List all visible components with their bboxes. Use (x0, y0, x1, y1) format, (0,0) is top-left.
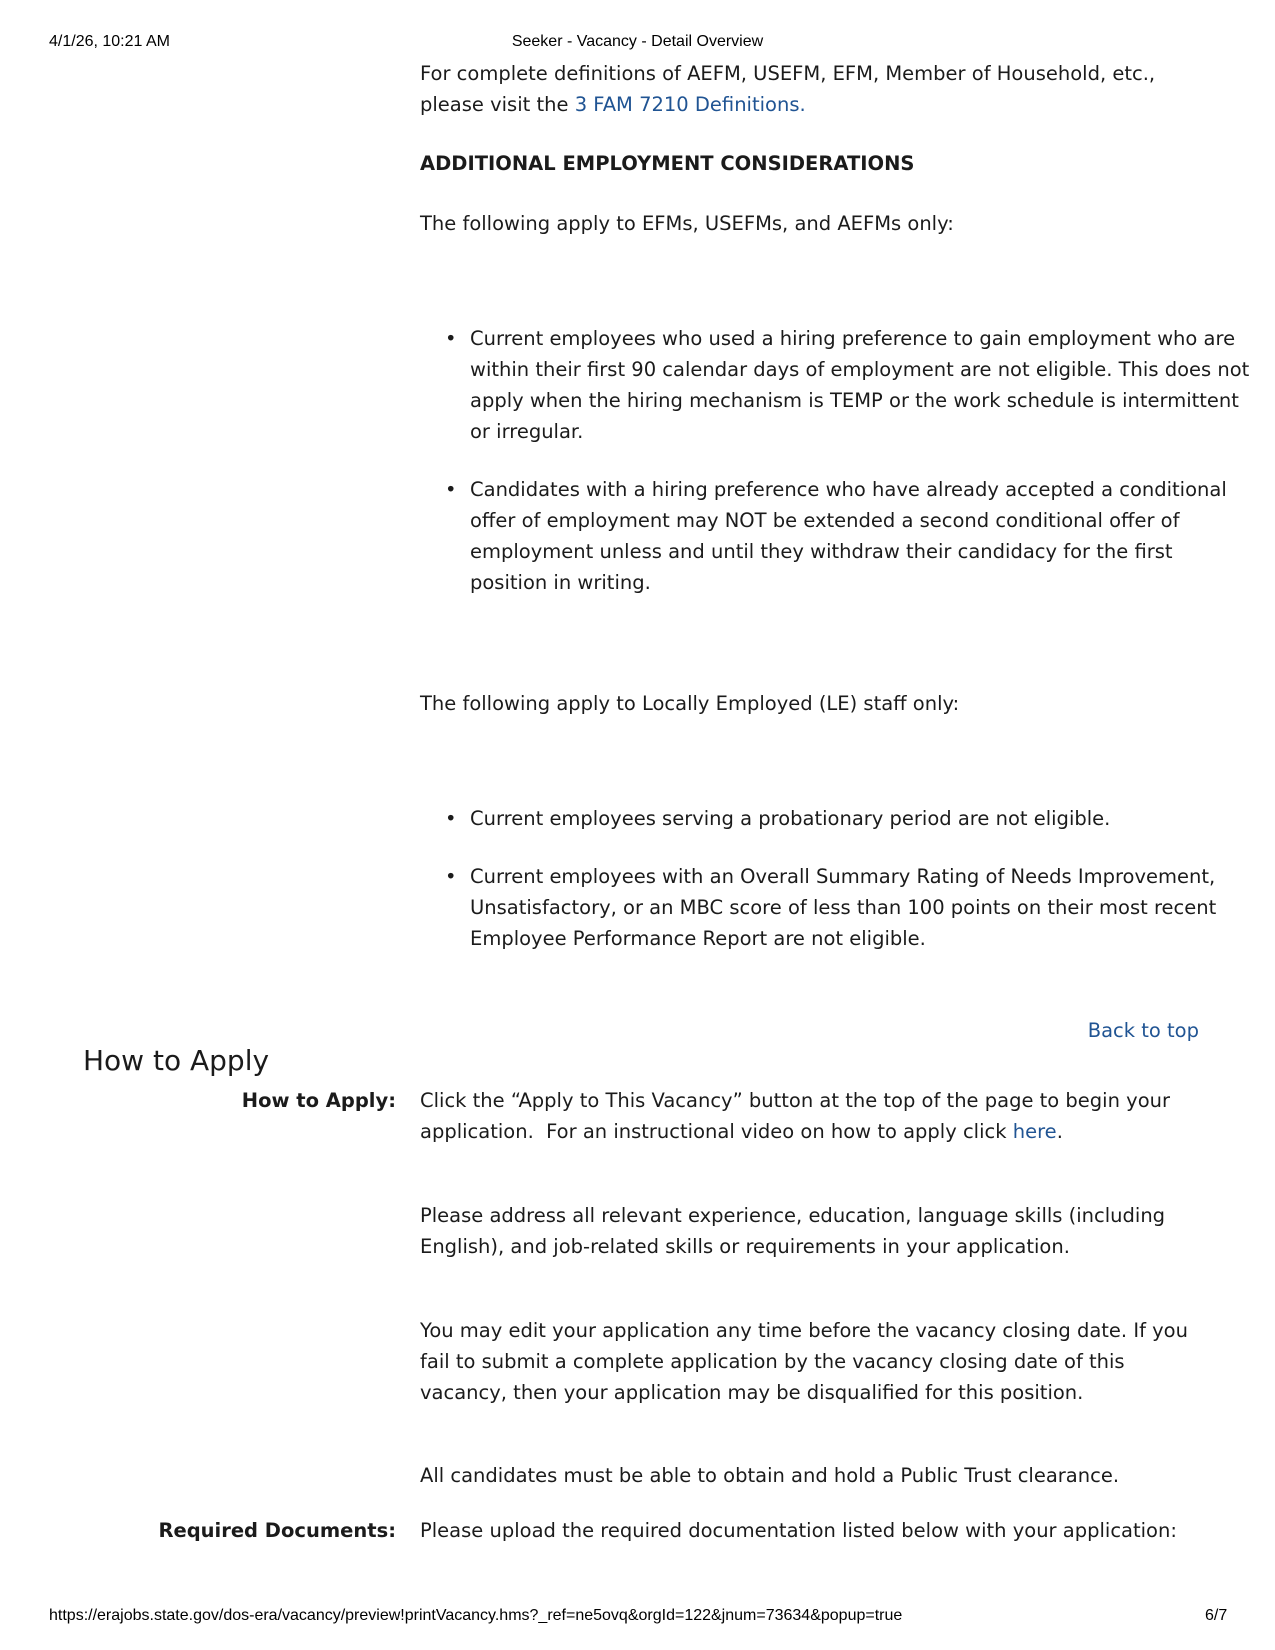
how-to-apply-section-title: How to Apply (83, 1044, 270, 1077)
print-title: Seeker - Vacancy - Detail Overview (511, 33, 764, 50)
definitions-text: For complete definitions of AEFM, USEFM, EFM, Member of Household, etc., please visit the (420, 62, 1156, 116)
print-url: https://erajobs.state.gov/dos-era/vacancy/preview!printVacancy.hms?_ref=ne5ovq&orgId=122&jnum=73634&popup=true (49, 1607, 903, 1624)
efm-bullet-list (420, 323, 1250, 598)
additional-considerations-heading: ADDITIONAL EMPLOYMENT CONSIDERATIONS (420, 152, 915, 175)
how-to-apply-label: How to Apply: (241, 1089, 396, 1112)
instructional-video-link[interactable]: here (1012, 1120, 1057, 1143)
how-to-apply-para2: Please address all relevant experience, education, language skills (including English), and job-related skills or requirements in your application. (420, 1204, 1166, 1258)
list-item: • Current employees with an Overall Summary Rating of Needs Improvement, Unsatisfactory, or an MBC score of less than 100 points on their most recent Employee Performance Report are not eligible. (470, 861, 1250, 954)
print-datetime: 4/1/26, 10:21 AM (49, 33, 170, 50)
required-documents-text: Please upload the required documentation listed below with your application: (420, 1519, 1177, 1542)
list-item: • Current employees who used a hiring preference to gain employment who are within their first 90 calendar days of employment are not eligible. This does not apply when the hiring mechanism is TEMP or the work schedule is intermittent or irregular. (470, 323, 1250, 447)
list-item: • Current employees serving a probationary period are not eligible. (470, 803, 1250, 834)
efm-intro: The following apply to EFMs, USEFMs, and AEFMs only: (420, 212, 954, 235)
le-intro: The following apply to Locally Employed (LE) staff only: (420, 692, 960, 715)
fam-definitions-link[interactable]: 3 FAM 7210 Definitions. (574, 93, 806, 116)
required-documents-label: Required Documents: (158, 1519, 396, 1542)
le-bullet-list (420, 803, 1250, 954)
page-number: 6/7 (1205, 1607, 1228, 1624)
period: . (1056, 1120, 1063, 1143)
back-to-top-link[interactable]: Back to top (1087, 1019, 1199, 1042)
how-to-apply-para1 (420, 1085, 1200, 1147)
definitions-paragraph (420, 58, 1200, 120)
list-item: • Candidates with a hiring preference who have already accepted a conditional offer of employment may NOT be extended a second conditional offer of employment unless and until they withdraw their candidacy for the first position in writing. (470, 474, 1250, 598)
how-to-apply-para4: All candidates must be able to obtain and hold a Public Trust clearance. (420, 1464, 1120, 1487)
how-to-apply-para3: You may edit your application any time before the vacancy closing date. If you fail to submit a complete application by the vacancy closing date of this vacancy, then your application may be disqualified for this position. (420, 1319, 1188, 1404)
how-to-apply-text: Click the “Apply to This Vacancy” button at the top of the page to begin your application. For an instructional video on how to apply click (420, 1089, 1170, 1143)
